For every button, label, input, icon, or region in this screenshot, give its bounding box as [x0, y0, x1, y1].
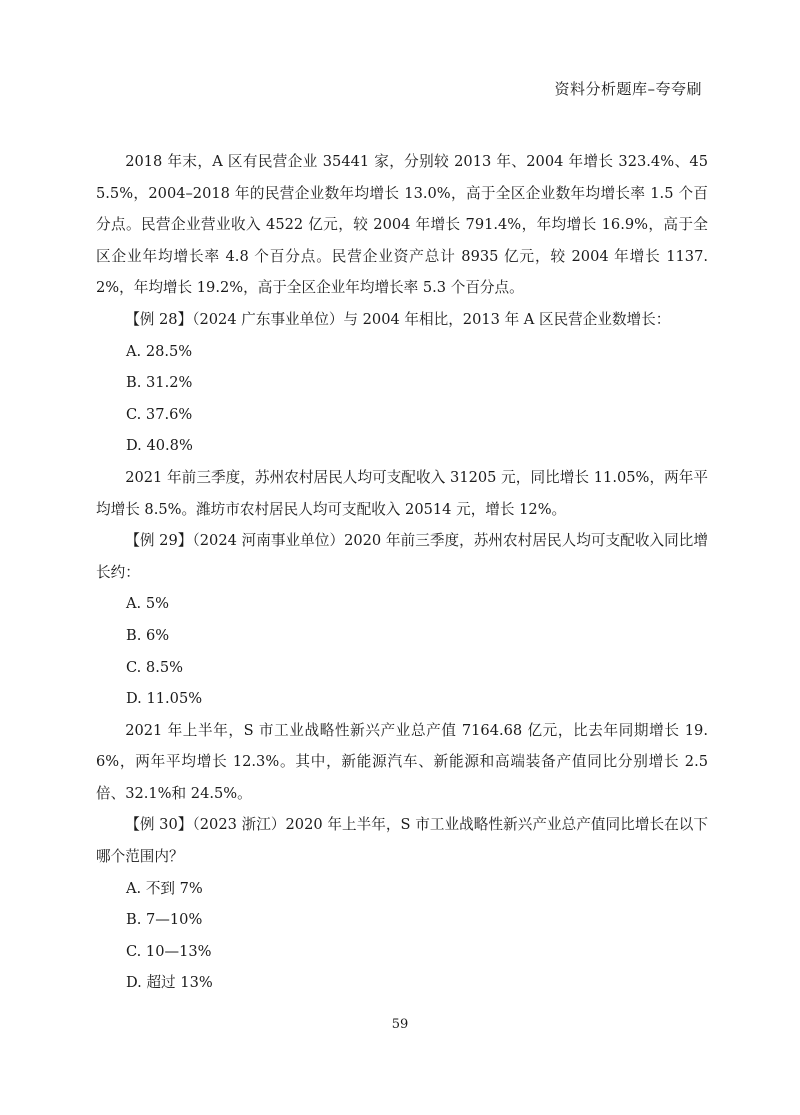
- option-d: D. 40.8%: [126, 437, 193, 455]
- option-c: C. 37.6%: [126, 405, 193, 423]
- passage-text: 2021 年上半年，S 市工业战略性新兴产业总产值 7164.68 亿元，比去年同期增长 19.6%，两年平均增长 12.3%。其中，新能源汽车、新能源和高端装备产值同比分别增长 2.5 倍、32.1%和 24.5%。: [96, 721, 708, 802]
- question-stem: 【例 30】（2023 浙江）2020 年上半年，S 市工业战略性新兴产业总产值同比增长在以下哪个范围内？: [96, 816, 708, 866]
- option-d: D. 超过 13%: [126, 974, 213, 992]
- passage-text: 2021 年前三季度，苏州农村居民人均可支配收入 31205 元，同比增长 11.05%，两年平均增长 8.5%。潍坊市农村居民人均可支配收入 20514 元，增长 12%。: [96, 468, 708, 518]
- page-header-title: 资料分析题库–夸夸刷: [554, 80, 702, 98]
- option-b: B. 7—10%: [126, 911, 203, 929]
- option-b: B. 6%: [126, 626, 170, 644]
- option-a: A. 不到 7%: [126, 879, 203, 897]
- option-b: B. 31.2%: [126, 374, 193, 392]
- passage-text: 2018 年末，A 区有民营企业 35441 家，分别较 2013 年、2004 年增长 323.4%、455.5%，2004–2018 年的民营企业数年均增长 13.0%，高于全区企业数年均增长率 1.5 个百分点。民营企业营业收入 4522 亿元，较 2004 年增长 791.4%，年均增长 16.9%，高于全区企业年均增长率 4.8 个百分点。民营企业资产总计 8935 亿元，较 2004 年增长 1137.2%，年均增长 19.2%，高于全区企业年均增长率 5.3 个百分点。: [96, 153, 708, 297]
- option-c: C. 8.5%: [126, 658, 183, 676]
- option-a: A. 28.5%: [126, 342, 193, 360]
- option-a: A. 5%: [126, 595, 169, 613]
- option-d: D. 11.05%: [126, 690, 203, 708]
- question-stem: 【例 29】（2024 河南事业单位）2020 年前三季度，苏州农村居民人均可支配收入同比增长约：: [96, 532, 708, 581]
- option-c: C. 10—13%: [126, 942, 212, 960]
- page-number: 59: [391, 1017, 409, 1032]
- question-stem: 【例 28】（2024 广东事业单位）与 2004 年相比，2013 年 A 区民营企业数增长：: [125, 310, 671, 328]
- page-content: [96, 146, 708, 999]
